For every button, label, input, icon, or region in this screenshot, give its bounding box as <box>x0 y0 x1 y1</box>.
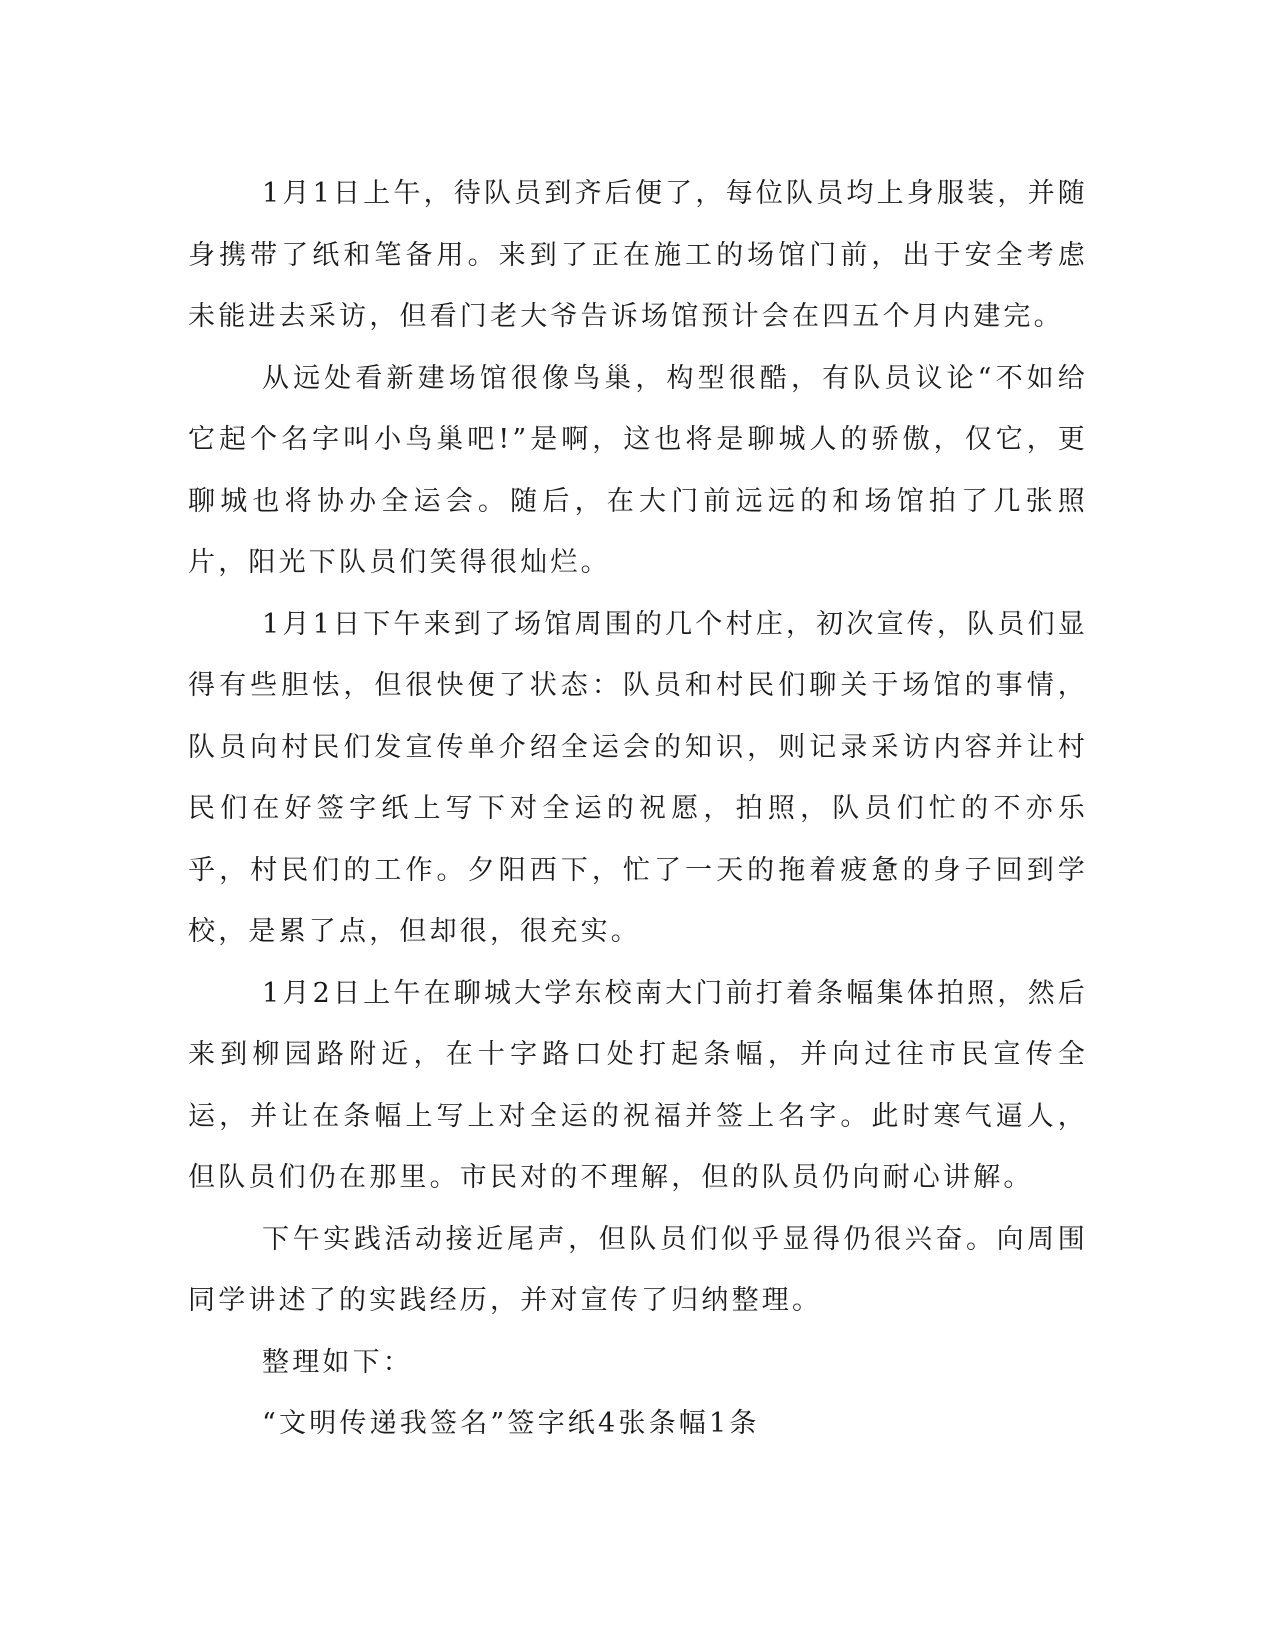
paragraph-1: 1月1日上午，待队员到齐后便了，每位队员均上身服装，并随身携带了纸和笔备用。来到了正在施工的场馆门前，出于安全考虑未能进去采访，但看门老大爷告诉场馆预计会在四五个月内建完。 <box>188 178 1088 332</box>
paragraph-5: 下午实践活动接近尾声，但队员们似乎显得仍很兴奋。向周围同学讲述了的实践经历，并对宣传了归纳整理。 <box>188 1223 1088 1316</box>
paragraph-7: “文明传递我签名”签字纸4张条幅1条 <box>262 1408 760 1439</box>
document-body <box>188 163 1088 1455</box>
paragraph-4: 1月2日上午在聊城大学东校南大门前打着条幅集体拍照，然后来到柳园路附近，在十字路口处打起条幅，并向过往市民宣传全运，并让在条幅上写上对全运的祝福并签上名字。此时寒气逼人，但队员们仍在那里。市民对的不理解，但的队员仍向耐心讲解。 <box>188 977 1088 1193</box>
paragraph-6: 整理如下： <box>262 1346 413 1378</box>
paragraph-3: 1月1日下午来到了场馆周围的几个村庄，初次宣传，队员们显得有些胆怯，但很快便了状态：队员和村民们聊关于场馆的事情，队员向村民们发宣传单介绍全运会的知识，则记录采访内容并让村民们在好签字纸上写下对全运的祝愿，拍照，队员们忙的不亦乐乎，村民们的工作。夕阳西下，忙了一天的拖着疲惫的身子回到学校，是累了点，但却很，很充实。 <box>188 608 1088 947</box>
paragraph-2: 从远处看新建场馆很像鸟巢，构型很酷，有队员议论“不如给它起个名字叫小鸟巢吧!”是啊，这也将是聊城人的骄傲，仅它，更聊城也将协办全运会。随后，在大门前远远的和场馆拍了几张照片，阳光下队员们笑得很灿烂。 <box>188 362 1088 578</box>
